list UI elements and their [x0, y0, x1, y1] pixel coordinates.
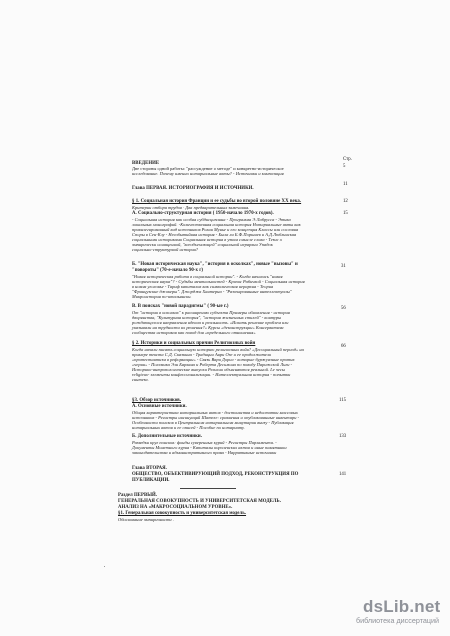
text-line: Две стороны одной работы: "рассуждение о методе" и конкретно-историческое	[132, 166, 284, 171]
chapter-heading: ПУБЛИКАЦИИ.	[132, 478, 170, 483]
paragraph-heading: § 2. Историки и социальных причин Религиозных войн	[132, 341, 256, 346]
chapter-heading: Глава ВТОРАЯ.	[132, 466, 167, 471]
text-line: Споры в Сен-Клу - Несобытийная история - Была ли Б.Ф.Поршнев и А.Д.Люблинская	[132, 232, 297, 237]
text-line: "Французские джокеры". Джорджа Хантерна - "Разочарованные интеллектуалы"	[132, 289, 292, 294]
text-line: "Новая историческая работа в социальной истории". - Когда начались "новая	[132, 274, 283, 279]
text-line: - Социальная история как особая субдисциплина - Программа Э.Лабрусса - Этика	[132, 217, 291, 222]
page-number: 31	[341, 264, 346, 269]
text-line: привилегированный вид источников Ролан Мунье и его концепция Классы или сословия	[132, 227, 299, 232]
paragraph-heading: §1. Генеральная совокупность и университетская модель.	[118, 511, 247, 516]
page-number: 5	[343, 164, 346, 169]
text-line: Микроистория по-итальянски.	[132, 294, 192, 299]
chapter-heading: ОБЩЕСТВО, ОБЪЕКТИВИРУЮЩИЙ ПОДХОД, РЕКОНСТРУКЦИЯ ПО	[132, 472, 299, 477]
subsection-heading: А. Основные источники.	[132, 404, 187, 409]
text-line: нотариальных актов и ее описей - Пособие по нотариату.	[132, 425, 245, 430]
subsection-heading: "повороты" (70-е-начало 90-х г)	[132, 268, 204, 273]
text-line: Документы Монетного курия - Капиталы королевских актов и иные памятники	[132, 445, 287, 450]
text-line: Критерии отбора трудов · Два предварительных замечания.	[132, 205, 250, 210]
page-number: 115	[339, 398, 347, 403]
subsection-heading: А. Социально-структурная история ( 1950-начало 1970-х годов).	[132, 211, 274, 216]
text-line: «протестантизм в реформации» - Связь Вари Дорил - которые буржуазные против	[132, 357, 295, 362]
text-line: Когда начали писать социальную историю религиозных войн? «Десоциальный период» на	[132, 347, 304, 352]
text-line: Разведки круг поисков: фонды суверенных курий - Регистры Парламента. -	[132, 440, 277, 445]
subsection-heading: Б. "Новая историческая наука", "история в осколках", новые "вызовы" и	[132, 262, 298, 267]
page-number: 133	[339, 434, 347, 439]
text-line: Историко-антропологические выпуски Религии объясняются реальной. Le чесы	[132, 367, 285, 372]
text-line: в новом уголовье - Тариф капиталов как символическая иерархия - Теория	[132, 284, 274, 289]
part-heading: Раздел ПЕРВЫЙ.	[118, 493, 158, 498]
page-number: 141	[339, 472, 347, 477]
page-number: 66	[341, 344, 346, 349]
subsection-heading: В. В поисках "новой парадигмы" ( 90-ые г.)	[132, 304, 229, 309]
text-line: Особенности поисков в Центральном нотариальном минутарии внизу - Публикация	[132, 420, 294, 425]
text-line: От "истории в осколках" к расширению субъекта Примеры обновления - история	[132, 310, 290, 315]
text-line: рождающегося направления идеала и реальность. «Искать решение проблем или	[132, 320, 289, 325]
text-line: социальными историками Социальная история в узком смысле слова - Тезис о	[132, 237, 283, 242]
text-line: «черни» - Полемика Эли Бархана и Роберта Десимона по поводу Парижской Лиги -	[132, 362, 293, 367]
paragraph-heading: §3. Обзор источников.	[132, 398, 182, 403]
text-line: дворянства, "Культурная история", "история жизненных стилей" - контуры	[132, 315, 282, 320]
section-heading: ВВЕДЕНИЕ	[132, 161, 160, 166]
text-line: сообщества историков как повод для «предельного отношения»	[132, 330, 256, 335]
page-number: 56	[341, 306, 346, 311]
paragraph-heading: § 1. Социальная история Франции и ее судьбы во второй половине XX века.	[132, 199, 302, 204]
page-number: 12	[343, 199, 348, 204]
text-line: историческая наука"? - Судьбы ментальностей - Кризис Рабичкой - Социальная история	[132, 279, 305, 284]
scan-speck	[104, 566, 105, 567]
text-line: локальных монографий. -Количественная социальная история Нотариальные акты как	[132, 222, 301, 227]
chapter-heading: Глава ПЕРВАЯ. ИСТОРИОГРАФИЯ И ИСТОЧНИКИ.	[132, 186, 254, 191]
watermark	[356, 597, 441, 625]
text-line: Общая характеристика нотариальных актов - достоинства и недостатки массовых	[132, 410, 298, 415]
text-line: Обоснование эмпиричности .	[118, 517, 174, 522]
divider	[180, 488, 236, 489]
text-line: указывали на трудности их решения?» Курсы «деконструкции» Консерватизм	[132, 325, 284, 330]
watermark-brand: dsLib.net	[363, 597, 441, 616]
text-line: синтеза.	[132, 377, 149, 382]
text-line: примере текста С.Д. Сказкина - Традиции Анри Озе и ее продолжатели	[132, 352, 271, 357]
text-line: социально-структурной истории?	[132, 247, 199, 252]
text-line: эмпирически оснащенной, "всеобъемлющей" социальной иерархии Упадок	[132, 242, 273, 247]
text-line: источников - Регистры инсинуаций Шателе: сравнения и опубликованные инвентари -	[132, 415, 300, 420]
page-column-header: Стр.	[343, 157, 352, 162]
part-heading: ГЕНЕРАЛЬНАЯ СОВОКУПНОСТЬ И УНИВЕРСИТЕТСКАЯ МОДЕЛЬ.	[118, 499, 281, 504]
page-number: 11	[343, 182, 348, 187]
part-heading: АНАЛИЗ НА «МАКРОСОЦИАЛЬНОМ УРОВНЕ».	[118, 505, 233, 510]
subsection-heading: Б. Дополнительные источники.	[132, 434, 202, 439]
text-line: законодательства и административного права - Нарративные источники	[132, 450, 277, 455]
page-number: 15	[343, 211, 348, 216]
text-line: исследование. Почему именно нотариальные акты? - Источники и композиция	[132, 171, 284, 176]
watermark-tagline: библиотека диссертаций	[356, 616, 440, 625]
text-line: religieux- элементы конфессионализации. - Интеллектуальная история - попытки	[132, 372, 291, 377]
